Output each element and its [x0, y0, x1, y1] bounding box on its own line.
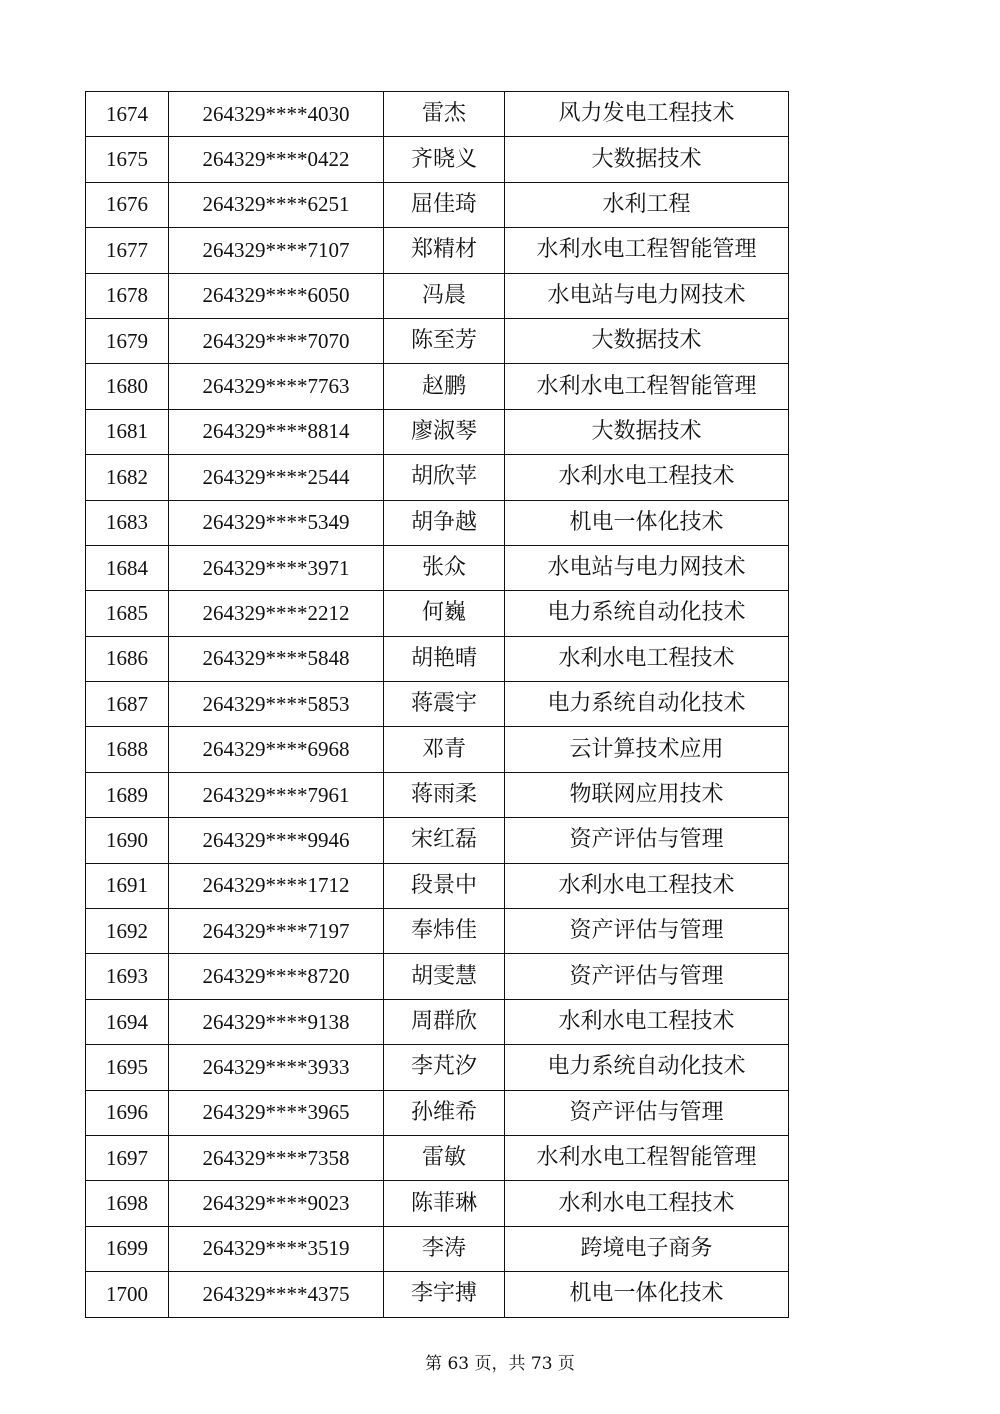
id-number-cell: 264329****7070 [169, 318, 384, 363]
major-cell: 大数据技术 [505, 409, 789, 454]
id-number-cell: 264329****8814 [169, 409, 384, 454]
major-cell: 水利水电工程技术 [505, 863, 789, 908]
id-number-cell: 264329****4375 [169, 1272, 384, 1317]
student-name-cell: 廖淑琴 [384, 409, 505, 454]
major-cell: 水利水电工程技术 [505, 636, 789, 681]
serial-number-cell: 1688 [86, 727, 169, 772]
student-name-cell: 郑精材 [384, 228, 505, 273]
id-number-cell: 264329****7763 [169, 364, 384, 409]
table-row [86, 909, 789, 954]
major-cell: 资产评估与管理 [505, 818, 789, 863]
student-name-cell: 周群欣 [384, 999, 505, 1044]
id-number-cell: 264329****4030 [169, 92, 384, 137]
student-name-cell: 齐晓义 [384, 137, 505, 182]
serial-number-cell: 1675 [86, 137, 169, 182]
serial-number-cell: 1692 [86, 909, 169, 954]
table-row [86, 1226, 789, 1271]
table-row [86, 500, 789, 545]
student-name-cell: 陈菲琳 [384, 1181, 505, 1226]
major-cell: 电力系统自动化技术 [505, 591, 789, 636]
table-row [86, 1045, 789, 1090]
id-number-cell: 264329****3933 [169, 1045, 384, 1090]
major-cell: 资产评估与管理 [505, 1090, 789, 1135]
student-name-cell: 胡艳晴 [384, 636, 505, 681]
id-number-cell: 264329****5848 [169, 636, 384, 681]
serial-number-cell: 1700 [86, 1272, 169, 1317]
id-number-cell: 264329****2212 [169, 591, 384, 636]
table-row [86, 318, 789, 363]
serial-number-cell: 1698 [86, 1181, 169, 1226]
major-cell: 水利水电工程技术 [505, 999, 789, 1044]
table-row [86, 1090, 789, 1135]
serial-number-cell: 1690 [86, 818, 169, 863]
student-name-cell: 雷杰 [384, 92, 505, 137]
student-name-cell: 赵鹏 [384, 364, 505, 409]
major-cell: 水利水电工程智能管理 [505, 228, 789, 273]
student-name-cell: 宋红磊 [384, 818, 505, 863]
table-row [86, 545, 789, 590]
table-row [86, 818, 789, 863]
student-name-cell: 蒋震宇 [384, 682, 505, 727]
serial-number-cell: 1696 [86, 1090, 169, 1135]
table-row [86, 364, 789, 409]
table-row [86, 137, 789, 182]
table-row [86, 273, 789, 318]
id-number-cell: 264329****5853 [169, 682, 384, 727]
id-number-cell: 264329****0422 [169, 137, 384, 182]
student-name-cell: 雷敏 [384, 1135, 505, 1180]
serial-number-cell: 1674 [86, 92, 169, 137]
serial-number-cell: 1689 [86, 772, 169, 817]
serial-number-cell: 1682 [86, 455, 169, 500]
table-row [86, 182, 789, 227]
major-cell: 水利水电工程技术 [505, 1181, 789, 1226]
student-name-cell: 奉炜佳 [384, 909, 505, 954]
serial-number-cell: 1679 [86, 318, 169, 363]
major-cell: 水利水电工程智能管理 [505, 1135, 789, 1180]
table-row [86, 1272, 789, 1317]
student-name-cell: 胡争越 [384, 500, 505, 545]
serial-number-cell: 1691 [86, 863, 169, 908]
serial-number-cell: 1683 [86, 500, 169, 545]
serial-number-cell: 1686 [86, 636, 169, 681]
student-name-cell: 胡雯慧 [384, 954, 505, 999]
roster-table [85, 91, 789, 1318]
table-row [86, 636, 789, 681]
table-row [86, 228, 789, 273]
serial-number-cell: 1676 [86, 182, 169, 227]
serial-number-cell: 1684 [86, 545, 169, 590]
major-cell: 机电一体化技术 [505, 500, 789, 545]
student-name-cell: 李涛 [384, 1226, 505, 1271]
serial-number-cell: 1695 [86, 1045, 169, 1090]
serial-number-cell: 1697 [86, 1135, 169, 1180]
table-row [86, 1135, 789, 1180]
id-number-cell: 264329****7197 [169, 909, 384, 954]
student-name-cell: 孙维希 [384, 1090, 505, 1135]
major-cell: 水电站与电力网技术 [505, 273, 789, 318]
serial-number-cell: 1694 [86, 999, 169, 1044]
page-footer: 第 63 页，共 73 页 [425, 1354, 575, 1374]
id-number-cell: 264329****3519 [169, 1226, 384, 1271]
serial-number-cell: 1699 [86, 1226, 169, 1271]
student-name-cell: 何巍 [384, 591, 505, 636]
major-cell: 水电站与电力网技术 [505, 545, 789, 590]
major-cell: 跨境电子商务 [505, 1226, 789, 1271]
roster-table-body [86, 92, 789, 1318]
major-cell: 资产评估与管理 [505, 909, 789, 954]
major-cell: 物联网应用技术 [505, 772, 789, 817]
major-cell: 电力系统自动化技术 [505, 682, 789, 727]
id-number-cell: 264329****9946 [169, 818, 384, 863]
major-cell: 电力系统自动化技术 [505, 1045, 789, 1090]
id-number-cell: 264329****1712 [169, 863, 384, 908]
serial-number-cell: 1685 [86, 591, 169, 636]
major-cell: 机电一体化技术 [505, 1272, 789, 1317]
student-name-cell: 邓青 [384, 727, 505, 772]
student-name-cell: 屈佳琦 [384, 182, 505, 227]
student-name-cell: 段景中 [384, 863, 505, 908]
student-name-cell: 蒋雨柔 [384, 772, 505, 817]
table-row [86, 954, 789, 999]
student-name-cell: 李宇搏 [384, 1272, 505, 1317]
serial-number-cell: 1678 [86, 273, 169, 318]
table-row [86, 1181, 789, 1226]
id-number-cell: 264329****6968 [169, 727, 384, 772]
student-name-cell: 李芃汐 [384, 1045, 505, 1090]
student-name-cell: 陈至芳 [384, 318, 505, 363]
id-number-cell: 264329****7107 [169, 228, 384, 273]
major-cell: 大数据技术 [505, 137, 789, 182]
id-number-cell: 264329****7961 [169, 772, 384, 817]
major-cell: 水利工程 [505, 182, 789, 227]
table-row [86, 682, 789, 727]
serial-number-cell: 1677 [86, 228, 169, 273]
table-row [86, 863, 789, 908]
table-row [86, 999, 789, 1044]
id-number-cell: 264329****6050 [169, 273, 384, 318]
serial-number-cell: 1681 [86, 409, 169, 454]
table-row [86, 92, 789, 137]
serial-number-cell: 1693 [86, 954, 169, 999]
table-row [86, 409, 789, 454]
table-row [86, 455, 789, 500]
major-cell: 水利水电工程技术 [505, 455, 789, 500]
id-number-cell: 264329****3965 [169, 1090, 384, 1135]
major-cell: 风力发电工程技术 [505, 92, 789, 137]
major-cell: 资产评估与管理 [505, 954, 789, 999]
major-cell: 云计算技术应用 [505, 727, 789, 772]
id-number-cell: 264329****9138 [169, 999, 384, 1044]
id-number-cell: 264329****2544 [169, 455, 384, 500]
serial-number-cell: 1687 [86, 682, 169, 727]
major-cell: 水利水电工程智能管理 [505, 364, 789, 409]
student-name-cell: 胡欣苹 [384, 455, 505, 500]
table-row [86, 591, 789, 636]
table-row [86, 727, 789, 772]
table-row [86, 772, 789, 817]
serial-number-cell: 1680 [86, 364, 169, 409]
id-number-cell: 264329****8720 [169, 954, 384, 999]
major-cell: 大数据技术 [505, 318, 789, 363]
id-number-cell: 264329****6251 [169, 182, 384, 227]
student-name-cell: 冯晨 [384, 273, 505, 318]
id-number-cell: 264329****9023 [169, 1181, 384, 1226]
id-number-cell: 264329****5349 [169, 500, 384, 545]
id-number-cell: 264329****3971 [169, 545, 384, 590]
id-number-cell: 264329****7358 [169, 1135, 384, 1180]
student-name-cell: 张众 [384, 545, 505, 590]
